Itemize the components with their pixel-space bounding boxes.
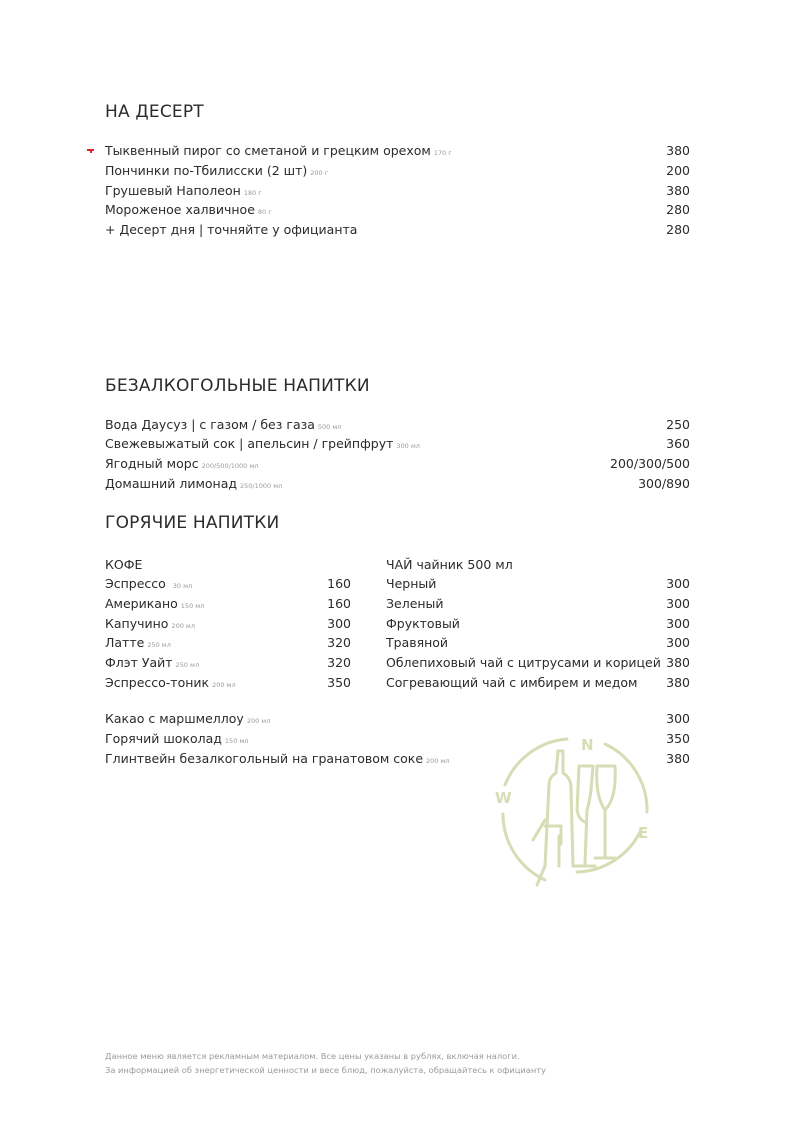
subsection-title-coffee bbox=[105, 555, 351, 575]
item-price: 350 bbox=[327, 675, 351, 690]
item-weight: 200 мл bbox=[212, 681, 236, 689]
menu-item bbox=[105, 200, 690, 220]
item-price: 380 bbox=[666, 675, 690, 690]
bookmark-marker-icon bbox=[87, 149, 94, 151]
item-weight: 150 мл bbox=[224, 737, 249, 745]
item-name: Тыквенный пирог со сметаной и грецким орехом bbox=[105, 143, 431, 158]
item-price: 320 bbox=[327, 635, 351, 650]
item-name: Флэт Уайт bbox=[105, 655, 173, 670]
menu-item bbox=[105, 474, 690, 494]
compass-bottle-logo-icon bbox=[493, 730, 653, 895]
menu-item bbox=[105, 709, 690, 729]
item-price: 300/890 bbox=[638, 476, 690, 491]
item-weight: 30 мл bbox=[172, 582, 193, 590]
item-price: 380 bbox=[666, 143, 690, 158]
footer-line-1: Данное меню является рекламным материалом. Все цены указаны в рублях, включая налоги. bbox=[105, 1051, 520, 1061]
item-name: Черный bbox=[386, 576, 437, 591]
item-name: Латте bbox=[105, 635, 145, 650]
item-price: 280 bbox=[666, 202, 690, 217]
section-title-desserts: НА ДЕСЕРТ bbox=[105, 102, 204, 122]
item-price: 380 bbox=[666, 655, 690, 670]
item-name: Эспрессо bbox=[105, 576, 166, 591]
tea-title: ЧАЙ чайник 500 мл bbox=[386, 557, 513, 572]
menu-item bbox=[105, 614, 351, 634]
item-name: Ягодный морс bbox=[105, 456, 199, 471]
item-weight: 200 г bbox=[310, 169, 329, 177]
menu-item bbox=[105, 574, 351, 594]
menu-item bbox=[105, 415, 690, 435]
item-name: Американо bbox=[105, 596, 178, 611]
coffee-title: КОФЕ bbox=[105, 557, 143, 572]
item-weight: 200 мл bbox=[171, 622, 195, 630]
item-name: + Десерт дня | точняйте у официанта bbox=[105, 222, 358, 237]
item-price: 300 bbox=[327, 616, 351, 631]
item-price: 350 bbox=[666, 731, 690, 746]
item-name: Согревающий чай с имбирем и медом bbox=[386, 675, 638, 690]
menu-item bbox=[105, 673, 351, 693]
item-price: 300 bbox=[666, 635, 690, 650]
menu-item bbox=[105, 141, 690, 161]
menu-item bbox=[105, 633, 351, 653]
compass-letter-e: E bbox=[638, 824, 649, 842]
item-name: Грушевый Наполеон bbox=[105, 183, 241, 198]
item-name: Эспрессо-тоник bbox=[105, 675, 210, 690]
menu-item bbox=[386, 633, 690, 653]
item-price: 300 bbox=[666, 711, 690, 726]
item-weight: 300 мл bbox=[396, 442, 420, 450]
item-name: Свежевыжатый сок | апельсин / грейпфрут bbox=[105, 436, 394, 451]
item-price: 250 bbox=[666, 417, 690, 432]
menu-item bbox=[105, 220, 690, 240]
item-weight: 250/1000 мл bbox=[240, 482, 283, 490]
item-name: Травяной bbox=[386, 635, 449, 650]
compass-letter-w: W bbox=[495, 789, 512, 807]
item-name: Глинтвейн безалкогольный на гранатовом соке bbox=[105, 751, 424, 766]
section-title-hot-drinks: ГОРЯЧИЕ НАПИТКИ bbox=[105, 513, 280, 533]
item-price: 380 bbox=[666, 183, 690, 198]
section-title-soft-drinks: БЕЗАЛКОГОЛЬНЫЕ НАПИТКИ bbox=[105, 376, 370, 396]
menu-item bbox=[386, 614, 690, 634]
item-weight: 200 мл bbox=[246, 717, 271, 725]
item-price: 200/300/500 bbox=[610, 456, 690, 471]
footer-line-2: За информацией об энергетической ценности и весе блюд, пожалуйста, обращайтесь к официанту bbox=[105, 1065, 546, 1075]
menu-item bbox=[105, 653, 351, 673]
menu-item bbox=[386, 594, 690, 614]
item-price: 160 bbox=[327, 576, 351, 591]
item-price: 300 bbox=[666, 596, 690, 611]
item-name: Домашний лимонад bbox=[105, 476, 238, 491]
item-weight: 500 мл bbox=[317, 423, 342, 431]
item-name: Какао с маршмеллоу bbox=[105, 711, 244, 726]
item-name: Зеленый bbox=[386, 596, 444, 611]
compass-letter-n: N bbox=[581, 736, 594, 754]
menu-item bbox=[105, 161, 690, 181]
menu-item bbox=[386, 574, 690, 594]
menu-item bbox=[386, 673, 690, 693]
menu-item bbox=[105, 181, 690, 201]
item-price: 300 bbox=[666, 616, 690, 631]
item-name: Вода Даусуз | с газом / без газа bbox=[105, 417, 315, 432]
menu-item bbox=[105, 594, 351, 614]
item-price: 300 bbox=[666, 576, 690, 591]
item-price: 200 bbox=[666, 163, 690, 178]
item-price: 320 bbox=[327, 655, 351, 670]
item-name: Капучино bbox=[105, 616, 169, 631]
item-weight: 200/500/1000 мл bbox=[201, 462, 259, 470]
item-price: 380 bbox=[666, 751, 690, 766]
menu-item bbox=[386, 653, 690, 673]
item-name: Облепиховый чай с цитрусами и корицей bbox=[386, 655, 661, 670]
subsection-title-tea bbox=[386, 555, 690, 575]
menu-item bbox=[105, 434, 690, 454]
item-name: Горячий шоколад bbox=[105, 731, 222, 746]
item-weight: 170 г bbox=[433, 149, 452, 157]
item-name: Мороженое халвичное bbox=[105, 202, 255, 217]
item-price: 280 bbox=[666, 222, 690, 237]
item-weight: 80 г bbox=[257, 208, 272, 216]
item-weight: 250 мл bbox=[147, 641, 171, 649]
item-price: 160 bbox=[327, 596, 351, 611]
item-weight: 150 мл bbox=[180, 602, 205, 610]
item-weight: 180 г bbox=[243, 189, 262, 197]
item-name: Фруктовый bbox=[386, 616, 460, 631]
item-name: Пончинки по-Тбилисски (2 шт) bbox=[105, 163, 308, 178]
item-price: 360 bbox=[666, 436, 690, 451]
item-weight: 250 мл bbox=[175, 661, 200, 669]
item-weight: 200 мл bbox=[426, 757, 450, 765]
menu-item bbox=[105, 454, 690, 474]
